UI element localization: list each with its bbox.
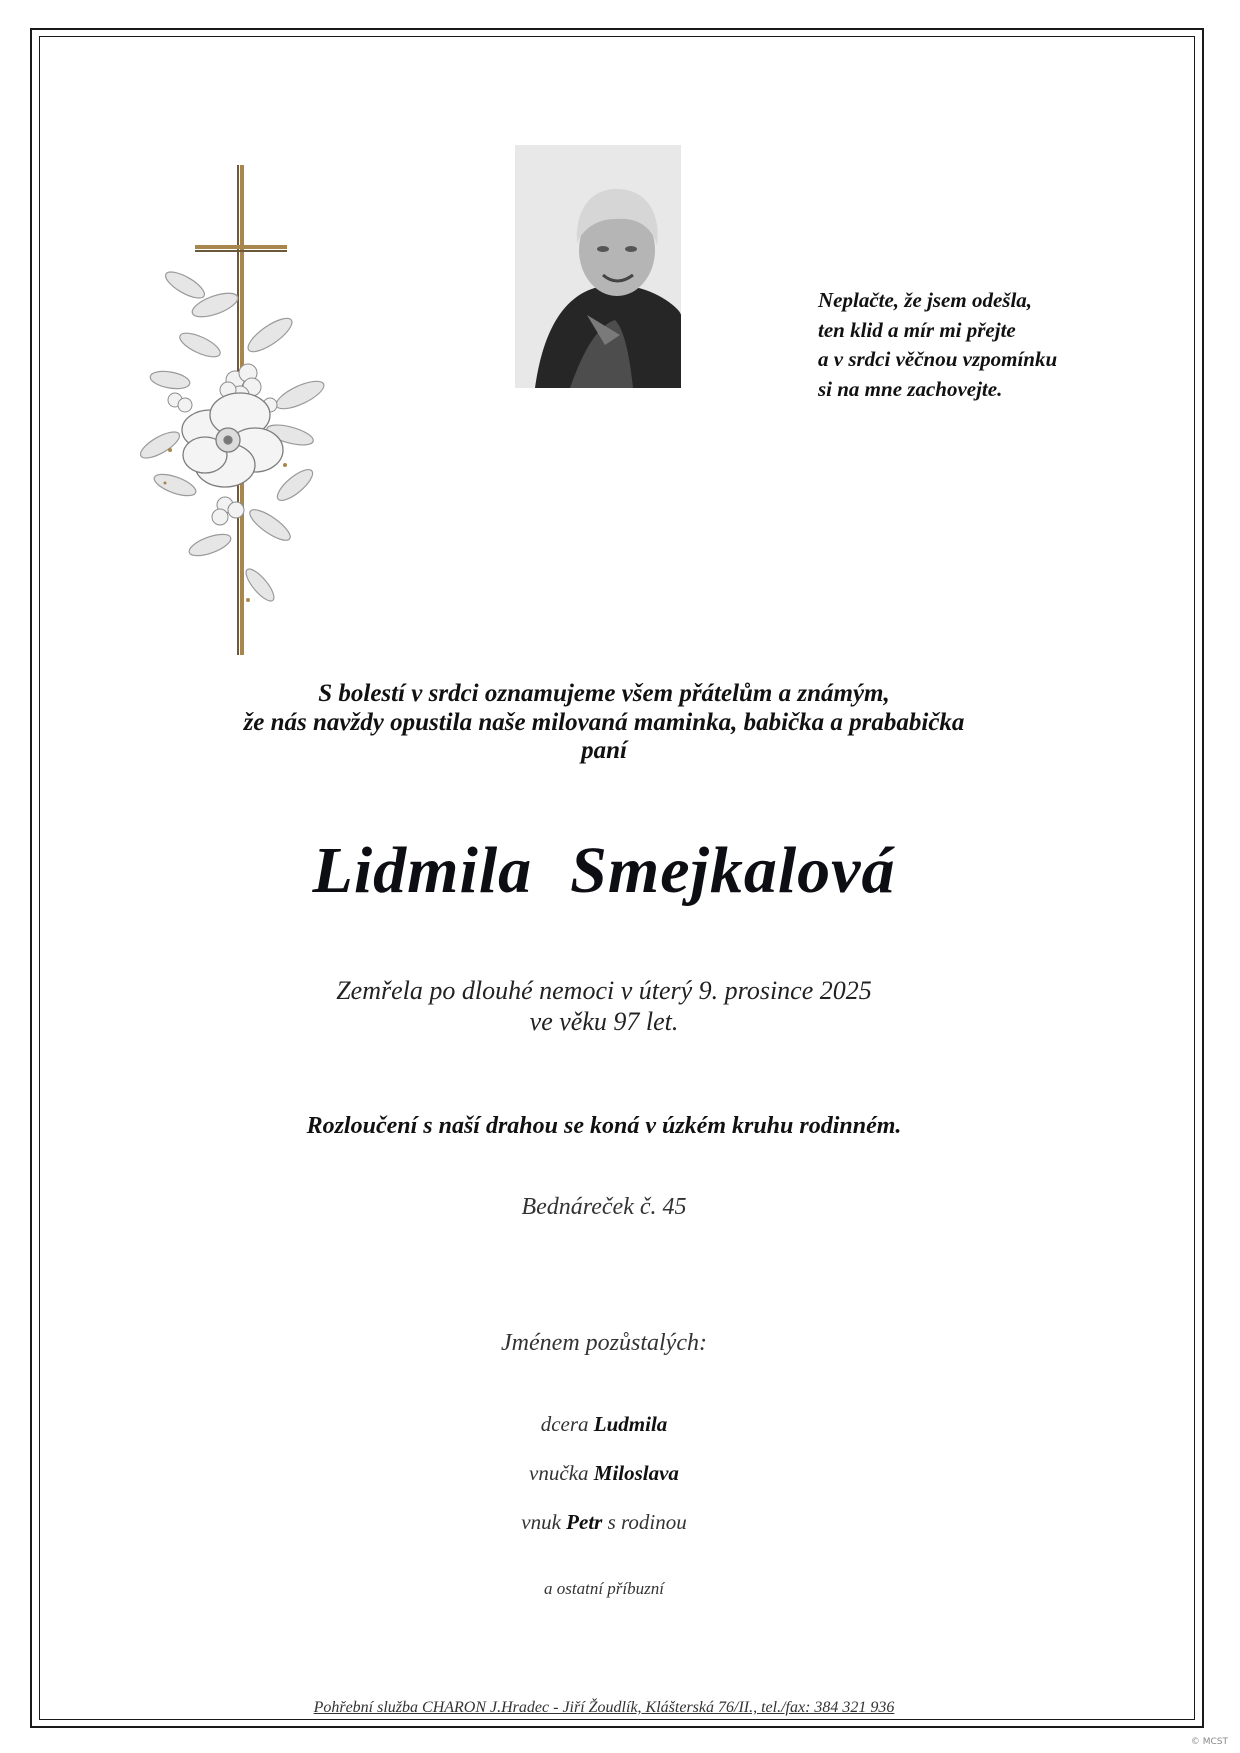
watermark: © MCST (1190, 1737, 1228, 1747)
death-line: Zemřela po dlouhé nemoci v úterý 9. prosince 2025 (336, 976, 872, 1005)
mourner-relation: vnuk (521, 1510, 561, 1534)
poem-line: a v srdci věčnou vzpomínku (818, 347, 1058, 371)
intro-line: S bolestí v srdci oznamujeme všem přátelům a známým, (318, 680, 890, 707)
mourners-heading: Jménem pozůstalých: (501, 1330, 707, 1356)
poem (818, 286, 1148, 404)
intro-line: paní (581, 737, 627, 764)
mourners-list (0, 1400, 1208, 1547)
intro-line: že nás navždy opustila naše milovaná maminka, babička a prababička (243, 708, 965, 736)
last-name: Smejkalová (570, 834, 896, 907)
mourner-item (0, 1498, 1208, 1547)
poem-line: si na mne zachovejte. (818, 376, 1003, 401)
other-relatives: a ostatní příbuzní (544, 1579, 664, 1598)
announcement-intro (0, 680, 1208, 766)
deceased-name (0, 833, 1208, 909)
poem-line: ten klid a mír mi přejte (818, 317, 1016, 342)
mourner-item (0, 1400, 1208, 1449)
mourner-name: Ludmila (593, 1412, 668, 1436)
mourner-relation: dcera (540, 1412, 589, 1436)
address: Bednáreček č. 45 (521, 1194, 687, 1220)
portrait-photo (515, 145, 681, 388)
mourner-relation: vnučka (529, 1461, 589, 1485)
death-line: ve věku 97 let. (529, 1007, 679, 1036)
mourner-name: Miloslava (593, 1461, 679, 1485)
poem-line: Neplačte, že jsem odešla, (818, 288, 1033, 312)
farewell-note: Rozloučení s naší drahou se koná v úzkém kruhu rodinném. (306, 1113, 902, 1139)
mourner-name: Petr (566, 1510, 603, 1534)
mourner-suffix: s rodinou (607, 1510, 687, 1534)
mourner-item (0, 1449, 1208, 1498)
cross-with-flowers-icon (140, 165, 340, 655)
death-info (0, 975, 1208, 1037)
first-name: Lidmila (312, 834, 533, 907)
funeral-service-footer: Pohřební služba CHARON J.Hradec - Jiří Žoudlík, Klášterská 76/II., tel./fax: 384 321 936 (313, 1699, 895, 1716)
